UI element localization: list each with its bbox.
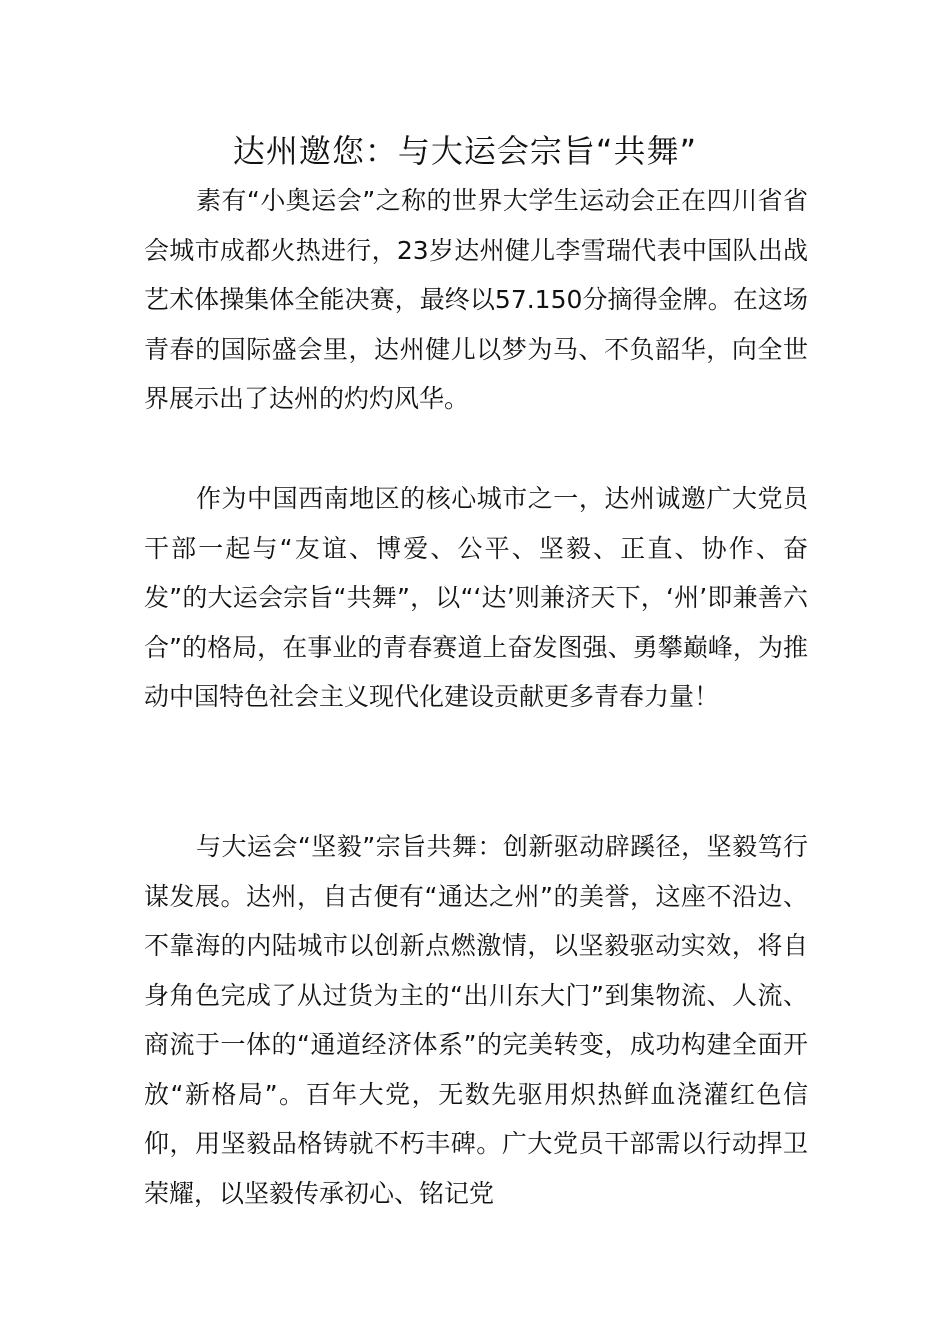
paragraph-invitation: 作为中国西南地区的核心城市之一，达州诚邀广大党员干部一起与“友谊、博爱、公平、坚毅、正直、协作、奋发”的大运会宗旨“共舞”，以“‘达’则兼济天下，‘州’即兼善六合”的格局，在事业的青春赛道上奋发图强、勇攀巅峰，为推动中国特色社会主义现代化建设贡献更多青春力量！ (144, 484, 808, 711)
paragraph-perseverance: 与大运会“坚毅”宗旨共舞：创新驱动辟蹊径，坚毅笃行谋发展。达州，自古便有“通达之州”的美誉，这座不沿边、不靠海的内陆城市以创新点燃激情，以坚毅驱动实效，将自身角色完成了从过货为主的“出川东大门”到集物流、人流、商流于一体的“通道经济体系”的完美转变，成功构建全面开放“新格局”。百年大党，无数先驱用炽热鲜血浇灌红色信仰，用坚毅品格铸就不朽丰碑。广大党员干部需以行动捍卫荣耀，以坚毅传承初心、铭记党 (144, 832, 808, 1208)
paragraph-intro: 素有“小奥运会”之称的世界大学生运动会正在四川省省会城市成都火热进行，23岁达州健儿李雪瑞代表中国队出战艺术体操集体全能决赛，最终以57.150分摘得金牌。在这场青春的国际盛会里，达州健儿以梦为马、不负韶华，向全世界展示出了达州的灼灼风华。 (144, 186, 808, 413)
document-title: 达州邀您：与大运会宗旨“共舞” (232, 132, 698, 170)
